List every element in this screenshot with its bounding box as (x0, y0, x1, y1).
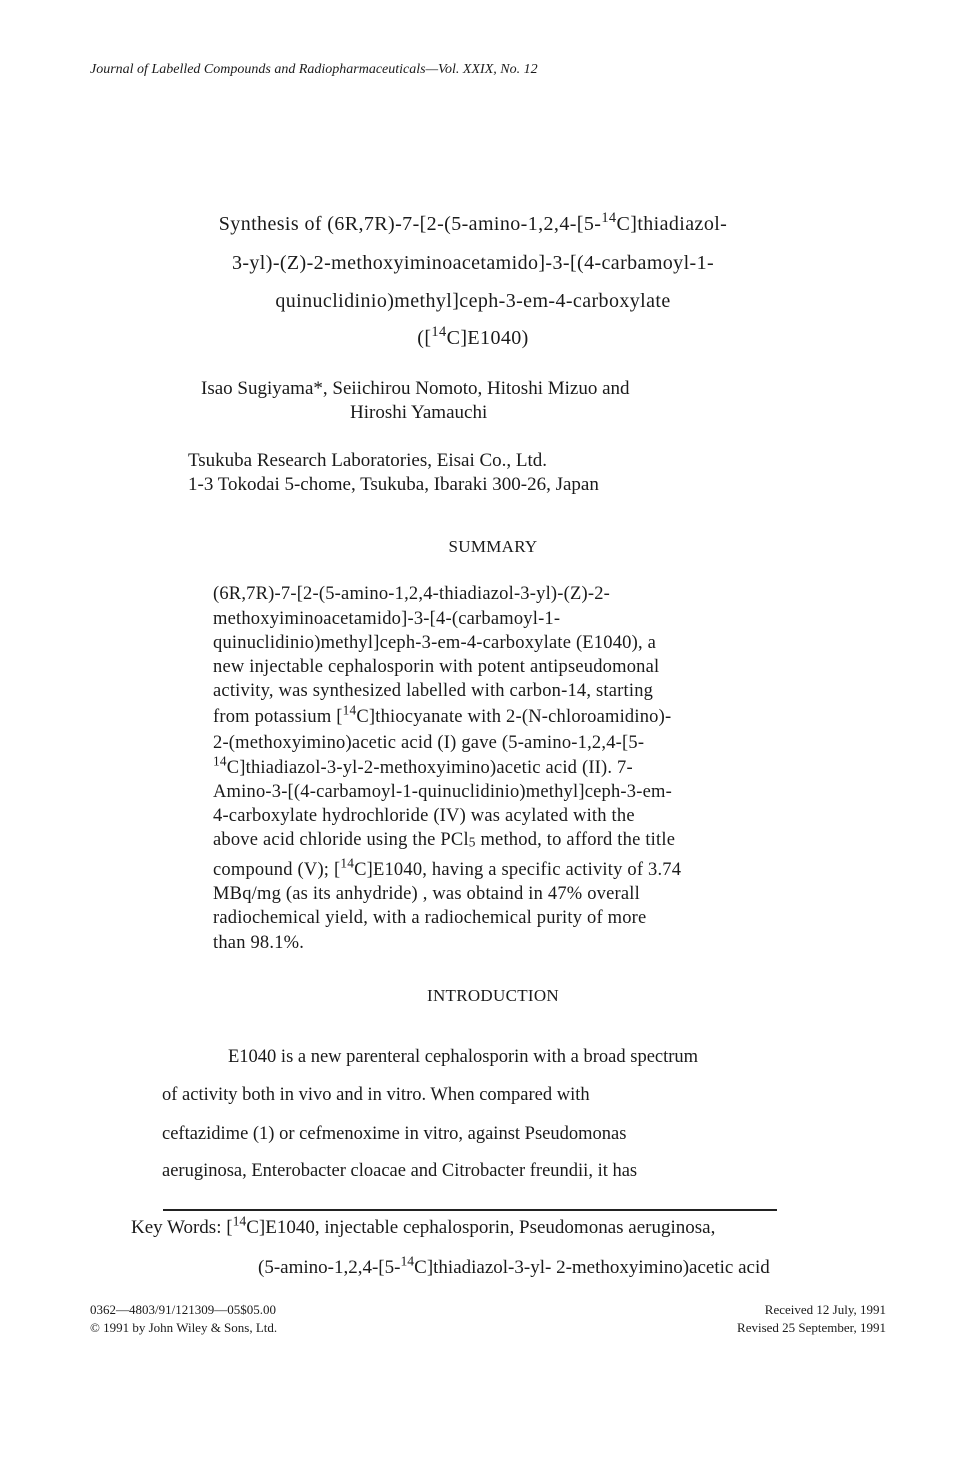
title-line-3: quinuclidinio)methyl]ceph-3-em-4-carboxylate (275, 290, 671, 312)
summary-heading: SUMMARY (448, 537, 538, 556)
intro-line: E1040 is a new parenteral cephalosporin with a broad spectrum (228, 1047, 699, 1067)
authors-line-2: Hiroshi Yamauchi (350, 402, 488, 423)
summary-line: new injectable cephalosporin with potent antipseudomonal (213, 657, 660, 677)
keywords-line-1: Key Words: [$^{14}$C]E1040, injectable cephalosporin, Pseudomonas aeruginosa, (131, 1213, 716, 1238)
summary-line: compound (V); [$^{14}$C]E1040, having a specific activity of 3.74 (213, 855, 682, 880)
summary-line: methoxyiminoacetamido]-3-[4-(carbamoyl-1- (213, 609, 561, 629)
summary-line: (6R,7R)-7-[2-(5-amino-1,2,4-thiadiazol-3-yl)-(Z)-2- (213, 584, 611, 604)
intro-line: of activity both in vivo and in vitro. When compared with (162, 1085, 590, 1105)
journal-header: Journal of Labelled Compounds and Radiopharmaceuticals—Vol. XXIX, No. 12 (90, 62, 538, 77)
title-line-4: ([$^{14}$C]E1040) (417, 324, 529, 349)
introduction-heading: INTRODUCTION (426, 986, 560, 1005)
affiliation-line-1: Tsukuba Research Laboratories, Eisai Co., Ltd. (188, 450, 548, 471)
revised-date: Revised 25 September, 1991 (737, 1320, 886, 1335)
summary-line: MBq/mg (as its anhydride) , was obtaind in 47% overall (213, 884, 640, 904)
footnote-rule (163, 1209, 777, 1211)
title-line-2: 3-yl)-(Z)-2-methoxyiminoacetamido]-3-[(4-carbamoyl-1- (231, 252, 715, 274)
summary-line: $^{14}$C]thiadiazol-3-yl-2-methoxyimino)acetic acid (II). 7- (213, 753, 633, 778)
summary-line: quinuclidinio)methyl]ceph-3-em-4-carboxylate (E1040), a (213, 633, 657, 653)
summary-line: 2-(methoxyimino)acetic acid (I) gave (5-amino-1,2,4-[5- (213, 733, 645, 753)
summary-line: than 98.1%. (213, 933, 305, 953)
summary-line: 4-carboxylate hydrochloride (IV) was acylated with the (213, 806, 635, 826)
summary-line: above acid chloride using the PCl$_5$ method, to afford the title (213, 830, 676, 850)
keywords-line-2: (5-amino-1,2,4-[5-$^{14}$C]thiadiazol-3-yl- 2-methoxyimino)acetic acid (258, 1253, 770, 1278)
intro-line: ceftazidime (1) or cefmenoxime in vitro, against Pseudomonas (162, 1124, 627, 1144)
summary-line: from potassium [$^{14}$C]thiocyanate with 2-(N-chloroamidino)- (213, 702, 672, 727)
affiliation-line-2: 1-3 Tokodai 5-chome, Tsukuba, Ibaraki 300-26, Japan (188, 474, 599, 495)
summary-line: radiochemical yield, with a radiochemical purity of more (213, 908, 647, 928)
summary-line: Amino-3-[(4-carbamoyl-1-quinuclidinio)methyl]ceph-3-em- (213, 782, 672, 802)
copyright: © 1991 by John Wiley & Sons, Ltd. (90, 1320, 278, 1335)
received-date: Received 12 July, 1991 (764, 1302, 886, 1317)
authors-line-1: Isao Sugiyama*, Seiichirou Nomoto, Hitoshi Mizuo and (201, 378, 630, 399)
issn-code: 0362—4803/91/121309—05$05.00 (90, 1302, 276, 1317)
summary-line: activity, was synthesized labelled with carbon-14, starting (213, 681, 654, 701)
intro-line: aeruginosa, Enterobacter cloacae and Citrobacter freundii, it has (162, 1161, 638, 1181)
title-line-1: Synthesis of (6R,7R)-7-[2-(5-amino-1,2,4-[5-$^{14}$C]thiadiazol- (218, 210, 728, 235)
